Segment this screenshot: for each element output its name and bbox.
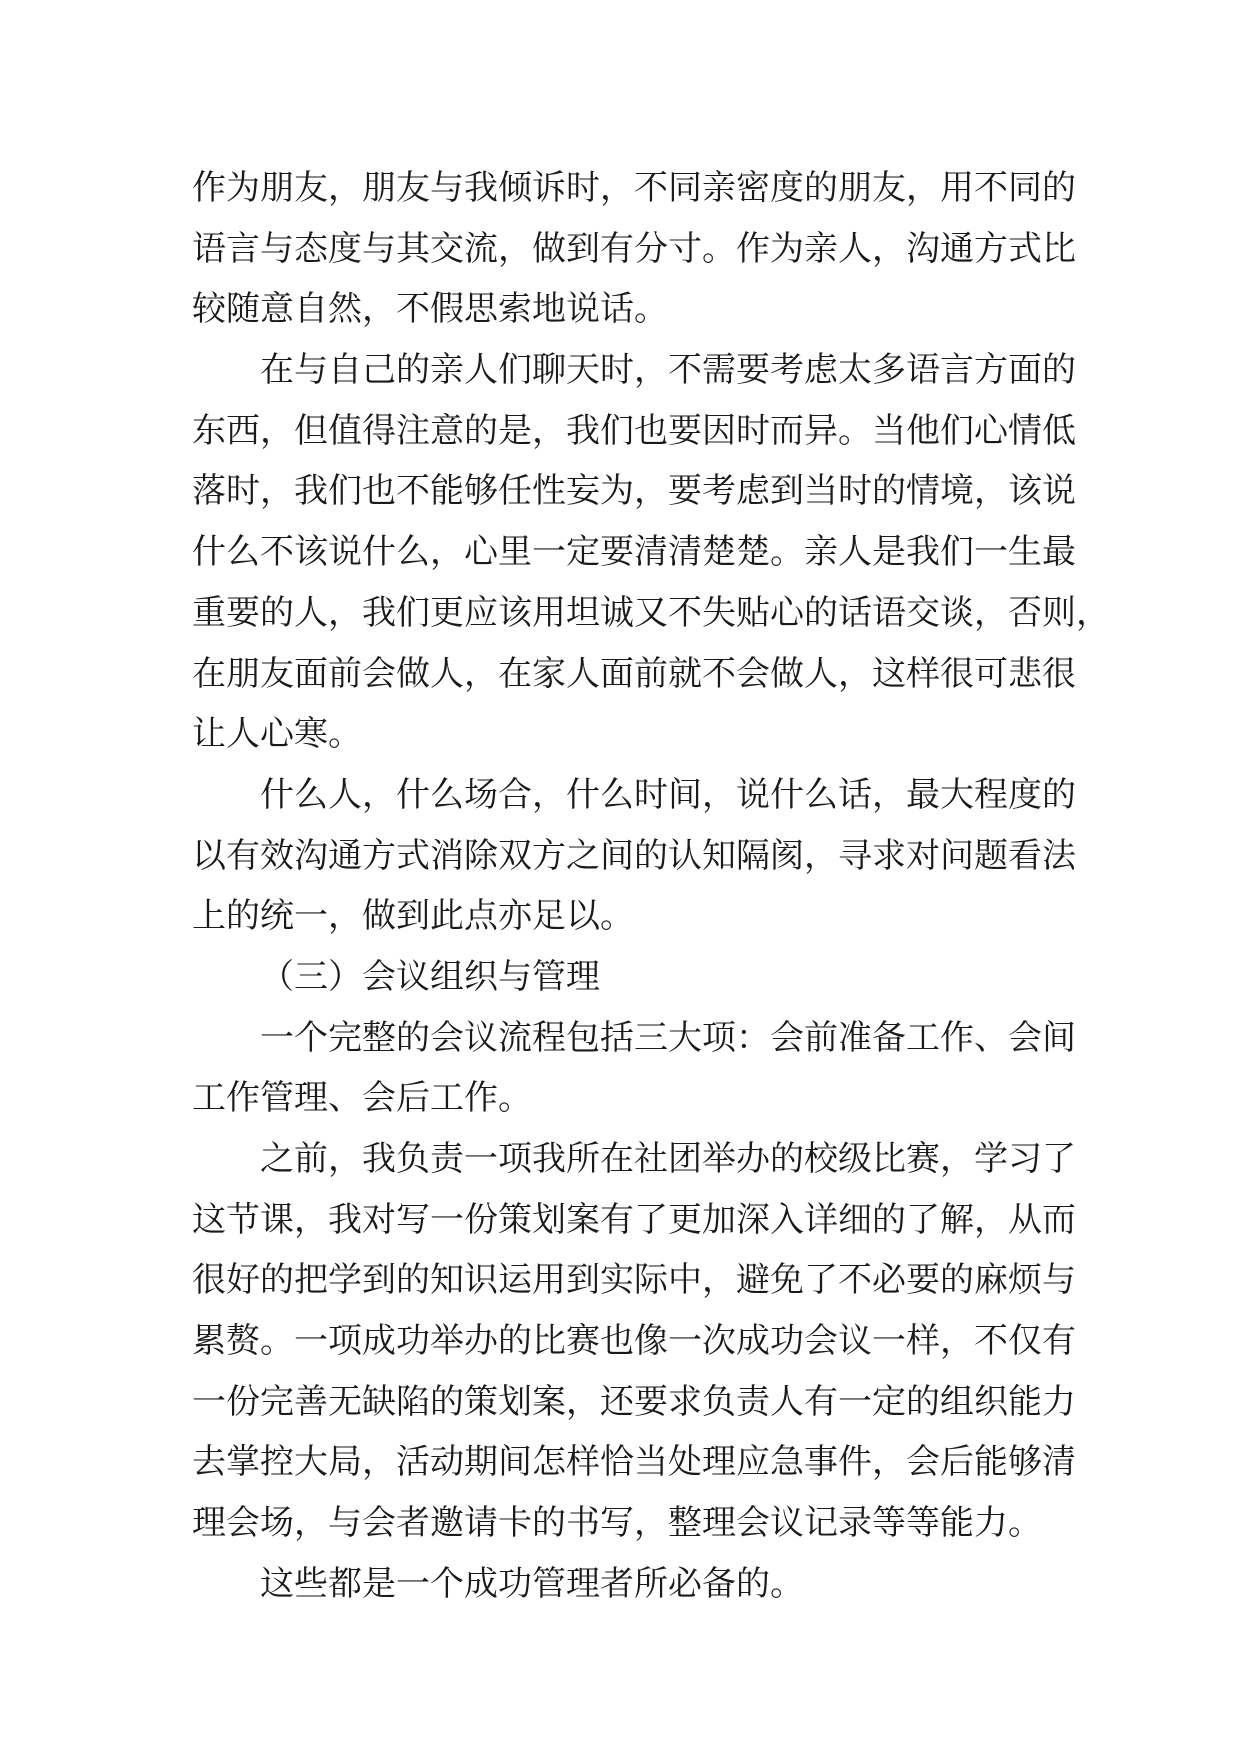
text-line: 去掌控大局，活动期间怎样恰当处理应急事件，会后能够清: [192, 1442, 1076, 1483]
paragraph-6: [192, 1554, 1058, 1615]
heading-text: （三）会议组织与管理: [260, 956, 600, 997]
text-line: 什么人，什么场合，什么时间，说什么话，最大程度的: [260, 774, 1076, 815]
text-line: 语言与态度与其交流，做到有分寸。作为亲人，沟通方式比: [192, 228, 1076, 269]
text-line: 这些都是一个成功管理者所必备的。: [260, 1563, 804, 1604]
paragraph-3: [192, 765, 1076, 947]
text-line: 作为朋友，朋友与我倾诉时，不同亲密度的朋友，用不同的: [192, 168, 1076, 208]
paragraph-2: [192, 340, 1110, 765]
text-line: 什么不该说什么，心里一定要清清楚楚。亲人是我们一生最: [192, 532, 1076, 573]
text-line: 一个完整的会议流程包括三大项：会前准备工作、会间: [260, 1017, 1076, 1058]
text-line: 累赘。一项成功举办的比赛也像一次成功会议一样，不仅有: [192, 1321, 1076, 1362]
text-line: 上的统一，做到此点亦足以。: [192, 896, 634, 937]
text-line: 让人心寒。: [192, 714, 362, 755]
text-line: 落时，我们也不能够任性妄为，要考虑到当时的情境，该说: [192, 471, 1076, 512]
text-line: 在朋友面前会做人，在家人面前就不会做人，这样很可悲很: [192, 653, 1076, 694]
text-line: 之前，我负责一项我所在社团举办的校级比赛，学习了: [260, 1139, 1076, 1179]
paragraph-4: [192, 1008, 1076, 1129]
paragraph-1: [192, 158, 1076, 340]
text-line: 很好的把学到的知识运用到实际中，避免了不必要的麻烦与: [192, 1260, 1076, 1301]
text-line: 这节课，我对写一份策划案有了更加深入详细的了解，从而: [192, 1199, 1076, 1240]
document-body: [192, 158, 1110, 1615]
text-line: 在与自己的亲人们聊天时，不需要考虑太多语言方面的: [260, 350, 1076, 391]
text-line: 一份完善无缺陷的策划案，还要求负责人有一定的组织能力: [192, 1381, 1076, 1422]
text-line: 理会场，与会者邀请卡的书写，整理会议记录等等能力。: [192, 1503, 1042, 1544]
text-line: 重要的人，我们更应该用坦诚又不失贴心的话语交谈，否则，: [192, 592, 1110, 633]
text-line: 较随意自然，不假思索地说话。: [192, 289, 668, 330]
section-heading: [192, 947, 1058, 1008]
text-line: 工作管理、会后工作。: [192, 1078, 532, 1119]
text-line: 以有效沟通方式消除双方之间的认知隔阂，寻求对问题看法: [192, 835, 1076, 876]
text-line: 东西，但值得注意的是，我们也要因时而异。当他们心情低: [192, 410, 1076, 451]
paragraph-5: [192, 1129, 1076, 1554]
